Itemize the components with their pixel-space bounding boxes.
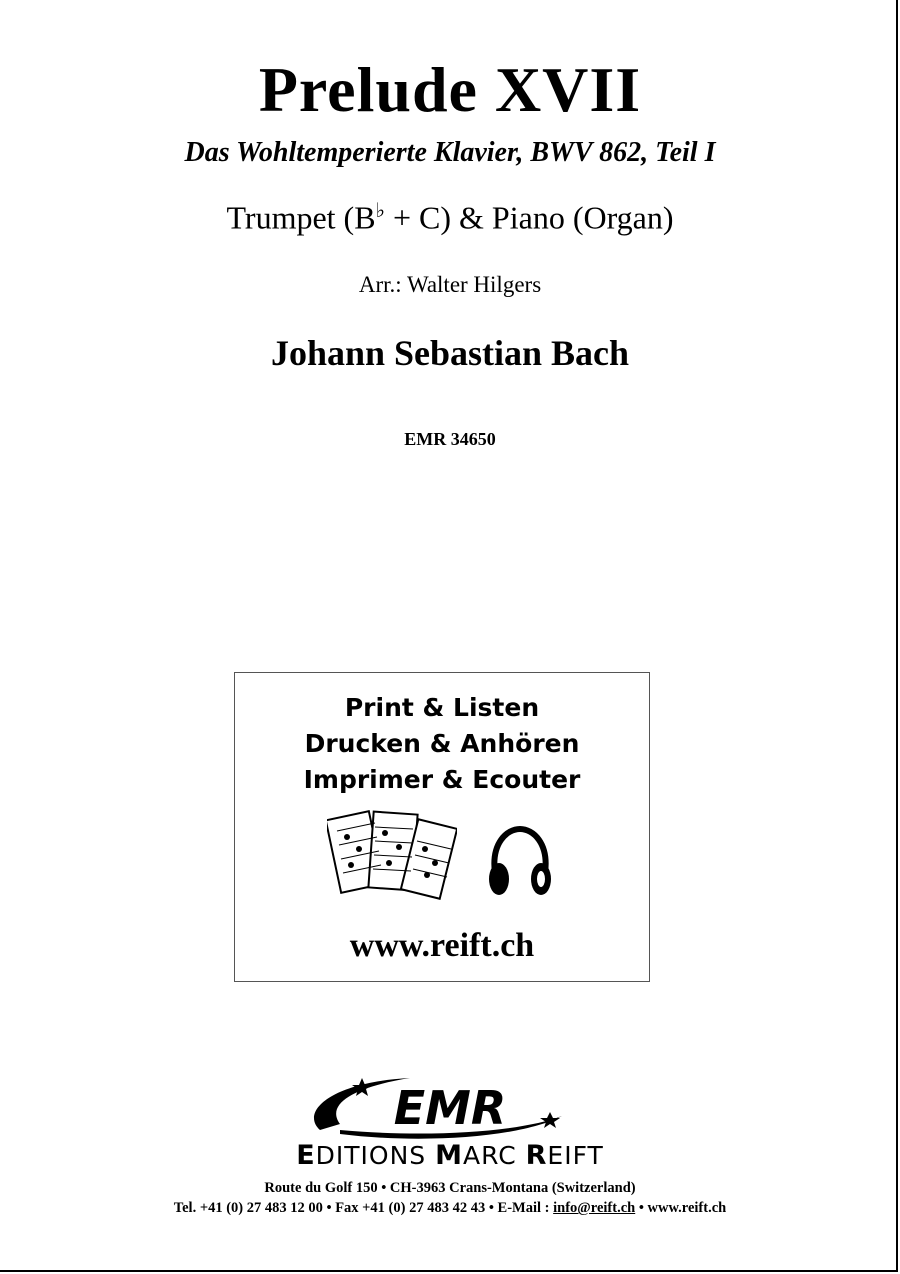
subtitle: Das Wohltemperierte Klavier, BWV 862, Teil I	[184, 137, 716, 168]
promo-url[interactable]: www.reift.ch	[349, 927, 535, 964]
arranger: Arr.: Walter Hilgers	[358, 272, 542, 297]
promo-line-en: Print & Listen	[344, 693, 540, 722]
catalog-number: EMR 34650	[404, 429, 496, 449]
publisher-name: EDITIONS MARC REIFT	[296, 1140, 604, 1171]
email-link[interactable]: info@reift.ch	[553, 1200, 636, 1216]
promo-line-fr: Imprimer & Ecouter	[303, 765, 581, 794]
composer: Johann Sebastian Bach	[270, 333, 630, 373]
promo-line-de: Drucken & Anhören	[304, 729, 580, 758]
page-title: Prelude XVII	[258, 54, 642, 125]
instrumentation: Trumpet (B♭ + C) & Piano (Organ)	[226, 199, 674, 236]
emr-logo	[300, 1072, 600, 1144]
publisher-address: Route du Golf 150 • CH-3963 Crans-Montana (Switzerland)	[264, 1180, 636, 1196]
sheet-music-icon	[327, 809, 457, 905]
flat-sign: ♭	[375, 200, 385, 222]
publisher-contact: Tel. +41 (0) 27 483 12 00 • Fax +41 (0) 27 483 42 43 • E-Mail : info@reift.ch • www.reift.ch	[173, 1200, 727, 1216]
print-listen-box	[234, 672, 650, 982]
headphones-icon	[485, 823, 555, 903]
logo-text: EMR	[393, 1081, 507, 1135]
